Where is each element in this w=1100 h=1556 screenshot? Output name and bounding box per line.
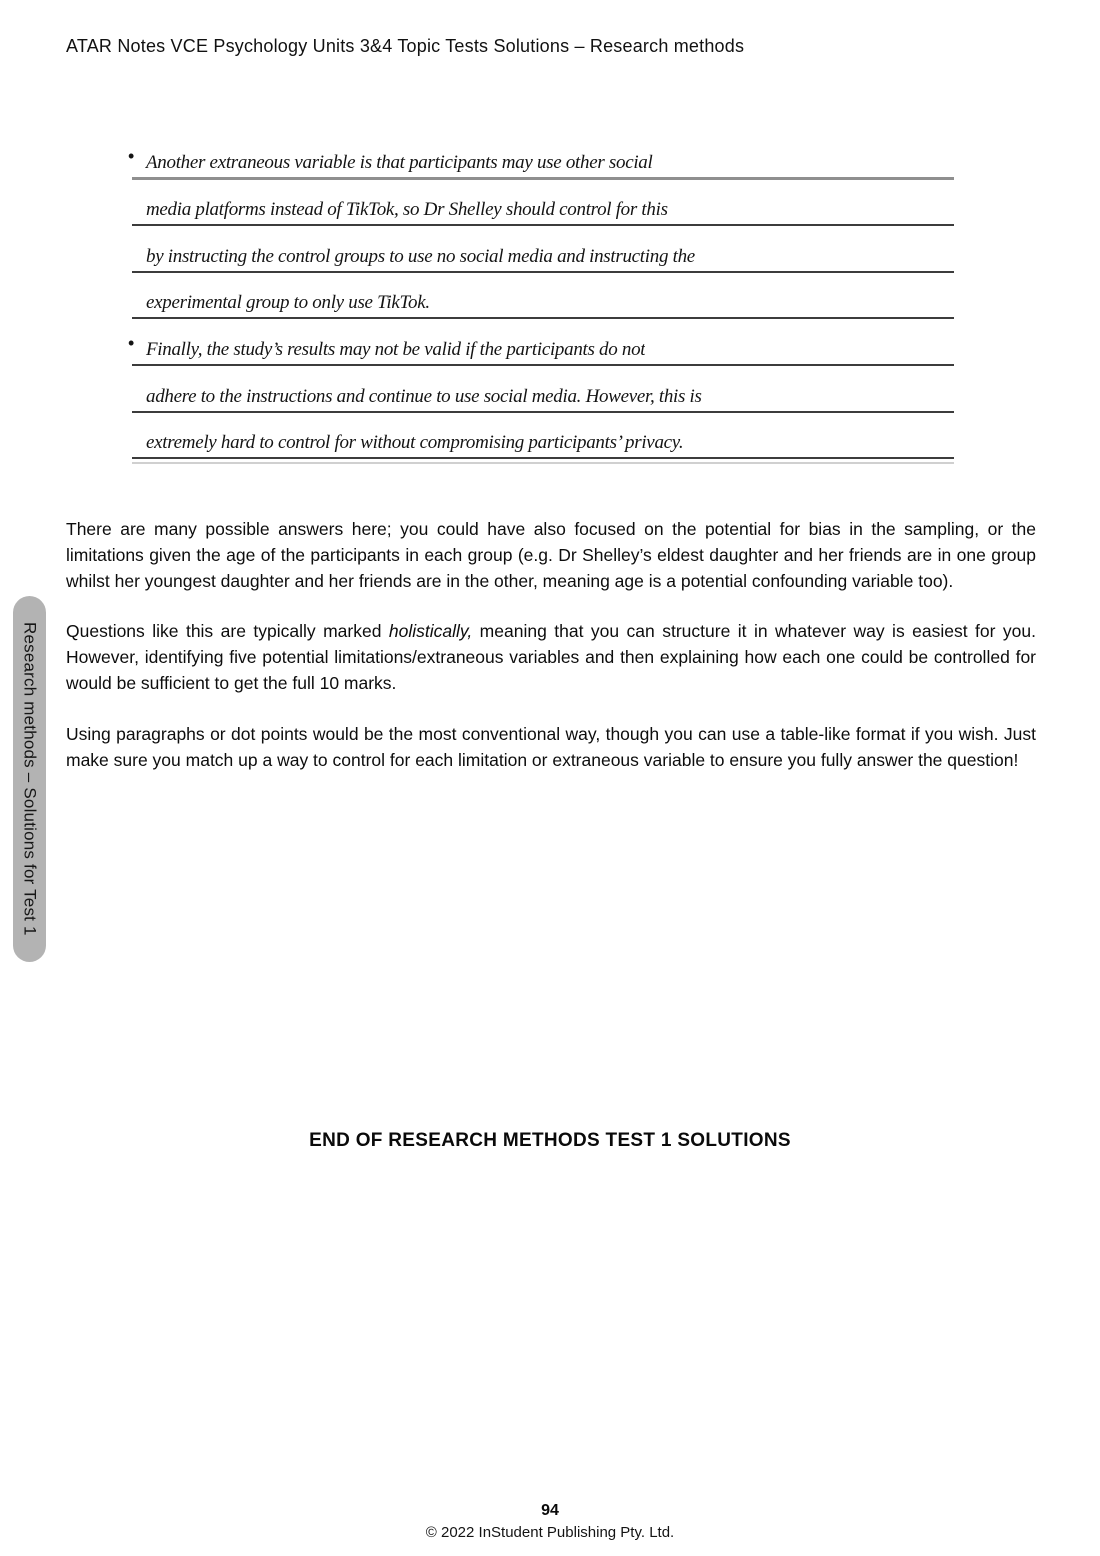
- paragraph-2-italic-word: holistically,: [388, 621, 473, 642]
- handwritten-text: by instructing the control groups to use no social media and instructing the: [146, 245, 695, 267]
- handwritten-line: [132, 180, 954, 227]
- handwritten-line: [132, 273, 954, 320]
- handwritten-text: adhere to the instructions and continue to use social media. However, this is: [146, 385, 702, 407]
- handwritten-line: [132, 366, 954, 413]
- paragraph-2-text: Questions like this are typically marked: [66, 621, 389, 642]
- handwritten-line: [128, 319, 954, 366]
- handwritten-text: Another extraneous variable is that participants may use other social: [146, 151, 653, 173]
- commentary-paragraph-2: [66, 619, 1036, 696]
- copyright-notice: © 2022 InStudent Publishing Pty. Ltd.: [425, 1524, 675, 1541]
- end-of-test-banner: END OF RESEARCH METHODS TEST 1 SOLUTIONS: [309, 1130, 791, 1151]
- side-tab-label: Research methods – Solutions for Test 1: [20, 622, 40, 936]
- ruled-line-end: [132, 462, 954, 464]
- handwritten-answer-block: [128, 133, 954, 464]
- bullet-point: •: [128, 332, 135, 353]
- handwritten-text: Finally, the study’s results may not be valid if the participants do not: [146, 338, 646, 360]
- page-number: 94: [541, 1502, 559, 1519]
- bullet-point: •: [128, 145, 135, 166]
- handwritten-line: [132, 413, 954, 460]
- handwritten-line: [128, 133, 954, 180]
- handwritten-line: [132, 226, 954, 273]
- handwritten-text: experimental group to only use TikTok.: [146, 292, 430, 314]
- commentary-section: [66, 517, 1036, 798]
- commentary-paragraph-1: There are many possible answers here; you could have also focused on the potential for bias in the sampling, or the limitations given the age of the participants in each group (e.g. Dr Shelley’s eldest daughter and her friends are in one group whilst her youngest daughter and her friends are in the other, meaning age is a potential confounding variable too).: [66, 519, 1036, 591]
- commentary-paragraph-3: Using paragraphs or dot points would be the most conventional way, though you can use a table-like format if you wish. Just make sure you match up a way to control for each limitation or extraneous variable to ensure you fully answer the question!: [66, 723, 1036, 770]
- handwritten-text: media platforms instead of TikTok, so Dr Shelley should control for this: [146, 199, 668, 221]
- handwritten-text: extremely hard to control for without compromising participants’ privacy.: [146, 432, 684, 454]
- page-header-title: ATAR Notes VCE Psychology Units 3&4 Topic Tests Solutions – Research methods: [66, 36, 745, 56]
- section-side-tab: [13, 596, 46, 962]
- paragraph-2-text: meaning that you can structure it in whatever way is easiest for you. However, identifying five potential limitations/extraneous variables and then explaining how each one could be controlled for would be sufficient to get the full 10 marks.: [66, 621, 1037, 693]
